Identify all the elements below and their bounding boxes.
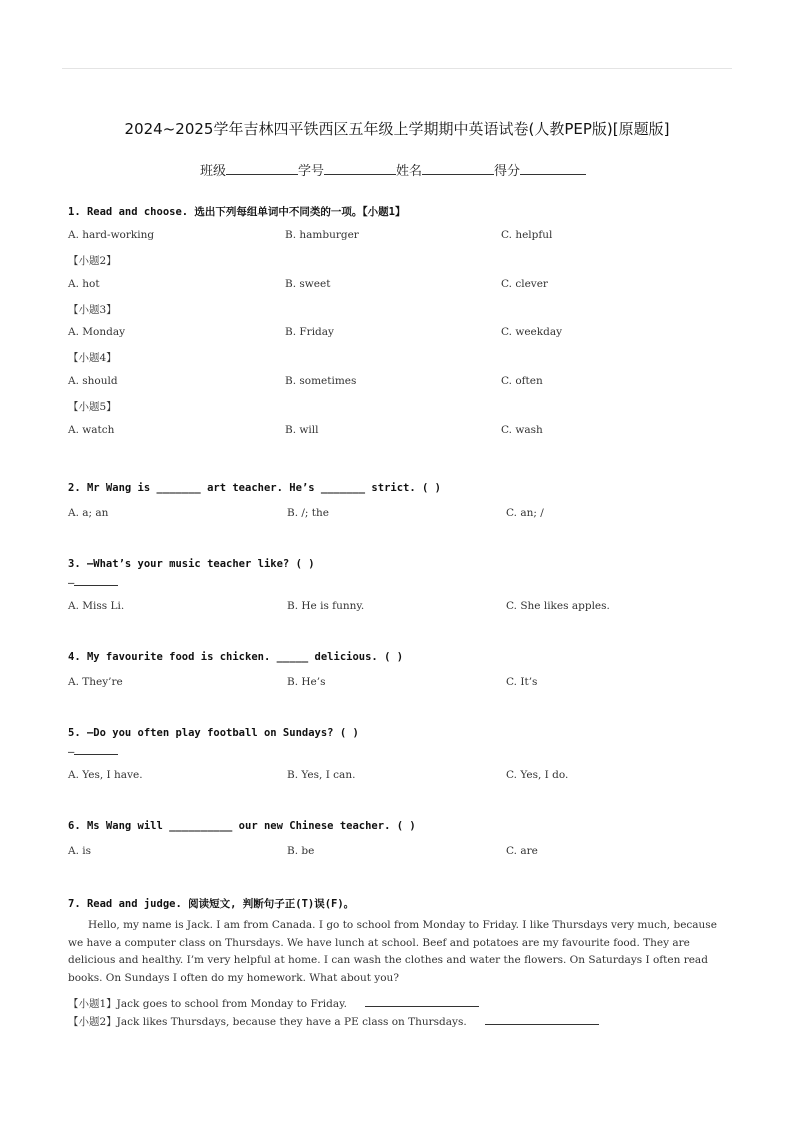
q1-4-option-b[interactable]: B. sometimes — [285, 375, 357, 387]
field-number-label: 学号 — [298, 164, 325, 179]
q6-options — [68, 845, 728, 861]
q2-options — [68, 507, 728, 523]
field-score-blank[interactable] — [520, 162, 586, 175]
q3-option-c[interactable]: C. She likes apples. — [506, 600, 610, 612]
student-info-fields — [200, 160, 586, 179]
q3-answer-blank[interactable] — [74, 575, 118, 586]
q2-option-a[interactable]: A. a; an — [68, 507, 109, 519]
question-1-stem: 1. Read and choose. 选出下列每组单词中不同类的一项。【小题1】 — [68, 206, 406, 218]
q1-group-1 — [68, 229, 728, 245]
field-number-blank[interactable] — [324, 162, 396, 175]
q1-group-3 — [68, 326, 728, 342]
field-class-label: 班级 — [200, 164, 227, 179]
q4-options — [68, 676, 728, 692]
q1-group-5 — [68, 424, 728, 440]
q1-sub-2-label: 【小题2】 — [68, 255, 117, 267]
q4-option-a[interactable]: A. They’re — [68, 676, 123, 688]
field-name-blank[interactable] — [422, 162, 494, 175]
q1-4-option-a[interactable]: A. should — [68, 375, 118, 387]
q1-sub-4-label: 【小题4】 — [68, 352, 117, 364]
question-5-stem: 5. —Do you often play football on Sundays? ( ) — [68, 727, 359, 739]
field-class-blank[interactable] — [226, 162, 298, 175]
q1-group-2 — [68, 278, 728, 294]
q7-item-2-text: 【小题2】Jack likes Thursdays, because they have a PE class on Thursdays. — [68, 1016, 467, 1028]
q6-option-c[interactable]: C. are — [506, 845, 538, 857]
q4-option-c[interactable]: C. It’s — [506, 676, 538, 688]
q1-group-4 — [68, 375, 728, 391]
q4-option-b[interactable]: B. He’s — [287, 676, 326, 688]
q3-answer-line — [68, 575, 118, 589]
q7-item-1 — [68, 996, 479, 1011]
q1-2-option-b[interactable]: B. sweet — [285, 278, 331, 290]
q1-sub-5-label: 【小题5】 — [68, 401, 117, 413]
q3-option-b[interactable]: B. He is funny. — [287, 600, 365, 612]
q3-options — [68, 600, 728, 616]
q7-item-2 — [68, 1014, 599, 1029]
q1-3-option-c[interactable]: C. weekday — [501, 326, 563, 338]
q1-1-option-b[interactable]: B. hamburger — [285, 229, 359, 241]
q7-item-1-text: 【小题1】Jack goes to school from Monday to Friday. — [68, 998, 347, 1010]
field-score-label: 得分 — [494, 164, 521, 179]
q3-option-a[interactable]: A. Miss Li. — [68, 600, 125, 612]
q1-2-option-c[interactable]: C. clever — [501, 278, 548, 290]
q2-option-b[interactable]: B. /; the — [287, 507, 329, 519]
q6-option-b[interactable]: B. be — [287, 845, 315, 857]
q7-passage: Hello, my name is Jack. I am from Canada. I go to school from Monday to Friday. I like Thursdays very much, because we have a computer class on Thursdays. We have lunch at school. Beef and potatoes are my favourite food. They are delicious and healthy. I’m very helpful at home. I can wash the clothes and water the flowers. On Saturdays I often read books. On Sundays I often do my homework. What about you? — [68, 919, 717, 984]
q7-item-1-blank[interactable] — [365, 996, 479, 1007]
q3-answer-dash: — — [68, 577, 75, 589]
q2-option-c[interactable]: C. an; / — [506, 507, 544, 519]
q5-options — [68, 769, 728, 785]
question-4-stem: 4. My favourite food is chicken. _____ delicious. ( ) — [68, 651, 404, 663]
q1-5-option-b[interactable]: B. will — [285, 424, 319, 436]
q5-answer-dash: — — [68, 746, 75, 758]
q5-answer-line — [68, 744, 118, 758]
question-7-stem: 7. Read and judge. 阅读短文, 判断句子正(T)误(F)。 — [68, 898, 355, 910]
q5-option-b[interactable]: B. Yes, I can. — [287, 769, 356, 781]
q5-option-c[interactable]: C. Yes, I do. — [506, 769, 569, 781]
page-title: 2024~2025学年吉林四平铁西区五年级上学期期中英语试卷(人教PEP版)[原题版] — [124, 120, 670, 138]
q5-answer-blank[interactable] — [74, 744, 118, 755]
q5-option-a[interactable]: A. Yes, I have. — [68, 769, 143, 781]
question-3-stem: 3. —What’s your music teacher like? ( ) — [68, 558, 315, 570]
q1-4-option-c[interactable]: C. often — [501, 375, 543, 387]
q1-5-option-a[interactable]: A. watch — [68, 424, 115, 436]
q1-sub-3-label: 【小题3】 — [68, 304, 117, 316]
q1-1-option-a[interactable]: A. hard-working — [68, 229, 155, 241]
header-divider — [62, 68, 732, 69]
q1-3-option-a[interactable]: A. Monday — [68, 326, 126, 338]
field-name-label: 姓名 — [396, 164, 423, 179]
q1-2-option-a[interactable]: A. hot — [68, 278, 100, 290]
question-6-stem: 6. Ms Wang will __________ our new Chinese teacher. ( ) — [68, 820, 416, 832]
q7-item-2-blank[interactable] — [485, 1014, 599, 1025]
q1-5-option-c[interactable]: C. wash — [501, 424, 543, 436]
q1-3-option-b[interactable]: B. Friday — [285, 326, 334, 338]
q1-1-option-c[interactable]: C. helpful — [501, 229, 553, 241]
question-2-stem: 2. Mr Wang is _______ art teacher. He’s _______ strict. ( ) — [68, 482, 441, 494]
q6-option-a[interactable]: A. is — [68, 845, 92, 857]
